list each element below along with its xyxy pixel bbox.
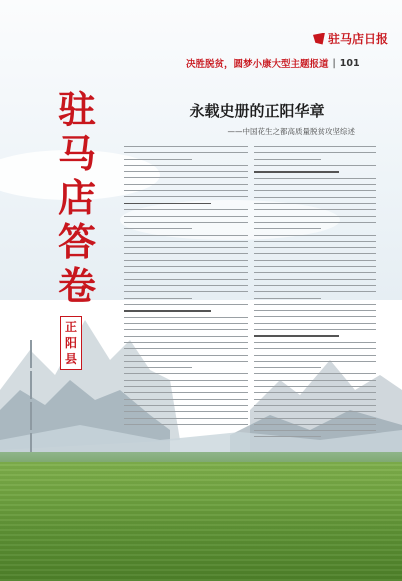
text-line (254, 184, 376, 185)
text-line (124, 235, 248, 236)
text-line (124, 285, 248, 286)
text-line (124, 329, 248, 330)
text-line (124, 159, 192, 160)
text-line (254, 216, 376, 217)
text-line (124, 386, 248, 387)
text-line (254, 361, 376, 362)
text-line (124, 184, 248, 185)
text-line (124, 190, 248, 191)
text-line (124, 228, 192, 229)
text-line (254, 260, 376, 261)
section-title-char: 驻 (57, 88, 96, 132)
text-line (124, 336, 248, 337)
text-line (254, 373, 376, 374)
section-title-char: 卷 (57, 264, 96, 308)
text-line (254, 279, 376, 280)
text-line (254, 298, 321, 299)
text-line (124, 298, 192, 299)
text-line (254, 436, 321, 437)
text-line (254, 285, 376, 286)
text-line (124, 222, 248, 223)
text-line (124, 323, 248, 324)
text-line (254, 323, 376, 324)
text-line (254, 392, 376, 393)
county-label-char: 阳 (64, 336, 77, 350)
text-line (124, 241, 248, 242)
text-line (254, 424, 376, 425)
newspaper-name: 驻马店日报 (327, 32, 388, 46)
page-number: 101 (339, 57, 360, 69)
text-line (124, 146, 248, 147)
text-line (124, 152, 248, 153)
text-line (254, 178, 376, 179)
text-line (254, 171, 339, 172)
text-line (254, 247, 376, 248)
text-line (124, 165, 248, 166)
text-line (254, 272, 376, 273)
text-line (254, 367, 321, 368)
text-line (124, 418, 248, 419)
text-line (254, 399, 376, 400)
text-line (254, 152, 376, 153)
text-line (124, 247, 248, 248)
text-line (254, 253, 376, 254)
text-line (254, 411, 376, 412)
text-line (254, 342, 376, 343)
text-line (254, 418, 376, 419)
text-line (124, 392, 248, 393)
text-line (254, 165, 376, 166)
text-line (124, 361, 248, 362)
text-line (254, 291, 376, 292)
text-line (124, 203, 211, 204)
text-line (254, 310, 376, 311)
text-line (124, 367, 192, 368)
text-line (254, 355, 376, 356)
text-line (124, 266, 248, 267)
text-line (124, 177, 248, 178)
text-line (124, 348, 248, 349)
text-line (254, 304, 376, 305)
text-line (124, 253, 248, 254)
text-line (124, 310, 211, 311)
text-line (124, 216, 248, 217)
text-line (124, 342, 248, 343)
section-title-char: 店 (57, 176, 96, 220)
text-line (254, 329, 376, 330)
text-line (254, 316, 376, 317)
text-line (254, 348, 376, 349)
text-line (124, 317, 248, 318)
field-rows-texture (0, 462, 402, 581)
text-line (124, 171, 248, 172)
text-line (254, 228, 321, 229)
text-line (124, 279, 248, 280)
text-line (124, 209, 248, 210)
text-line (124, 272, 248, 273)
text-line (124, 196, 248, 197)
county-label (60, 316, 82, 370)
text-line (124, 291, 248, 292)
section-title-char: 答 (57, 220, 96, 264)
header-banner (186, 56, 360, 70)
section-title (53, 88, 101, 308)
text-line (254, 235, 376, 236)
text-line (124, 355, 248, 356)
text-line (254, 190, 376, 191)
county-label-char: 县 (64, 352, 77, 366)
text-line (254, 146, 376, 147)
text-line (254, 203, 376, 204)
text-line (124, 399, 248, 400)
text-line (254, 386, 376, 387)
text-line (254, 222, 376, 223)
article-column-left (124, 146, 248, 431)
text-line (254, 209, 376, 210)
text-line (124, 405, 248, 406)
text-line (124, 304, 248, 305)
text-line (124, 373, 248, 374)
article-column-right (254, 146, 376, 446)
text-line (254, 241, 376, 242)
text-line (254, 380, 376, 381)
text-line (254, 335, 339, 336)
text-line (124, 411, 248, 412)
banner-separator: | (332, 57, 336, 69)
text-line (254, 405, 376, 406)
text-line (254, 159, 321, 160)
article-headline: 永载史册的正阳华章 (189, 102, 325, 120)
banner-slogan: 决胜脱贫，圆梦小康大型主题报道 (186, 59, 329, 70)
text-line (124, 380, 248, 381)
text-line (254, 266, 376, 267)
article-subheadline: ——中国花生之都高质量脱贫攻坚综述 (227, 127, 355, 136)
newspaper-logo-icon (313, 33, 325, 45)
county-label-char: 正 (64, 320, 77, 334)
text-line (124, 260, 248, 261)
text-line (124, 424, 248, 425)
text-line (254, 197, 376, 198)
section-title-char: 马 (57, 132, 96, 176)
newspaper-logo (313, 30, 388, 47)
text-line (254, 430, 376, 431)
